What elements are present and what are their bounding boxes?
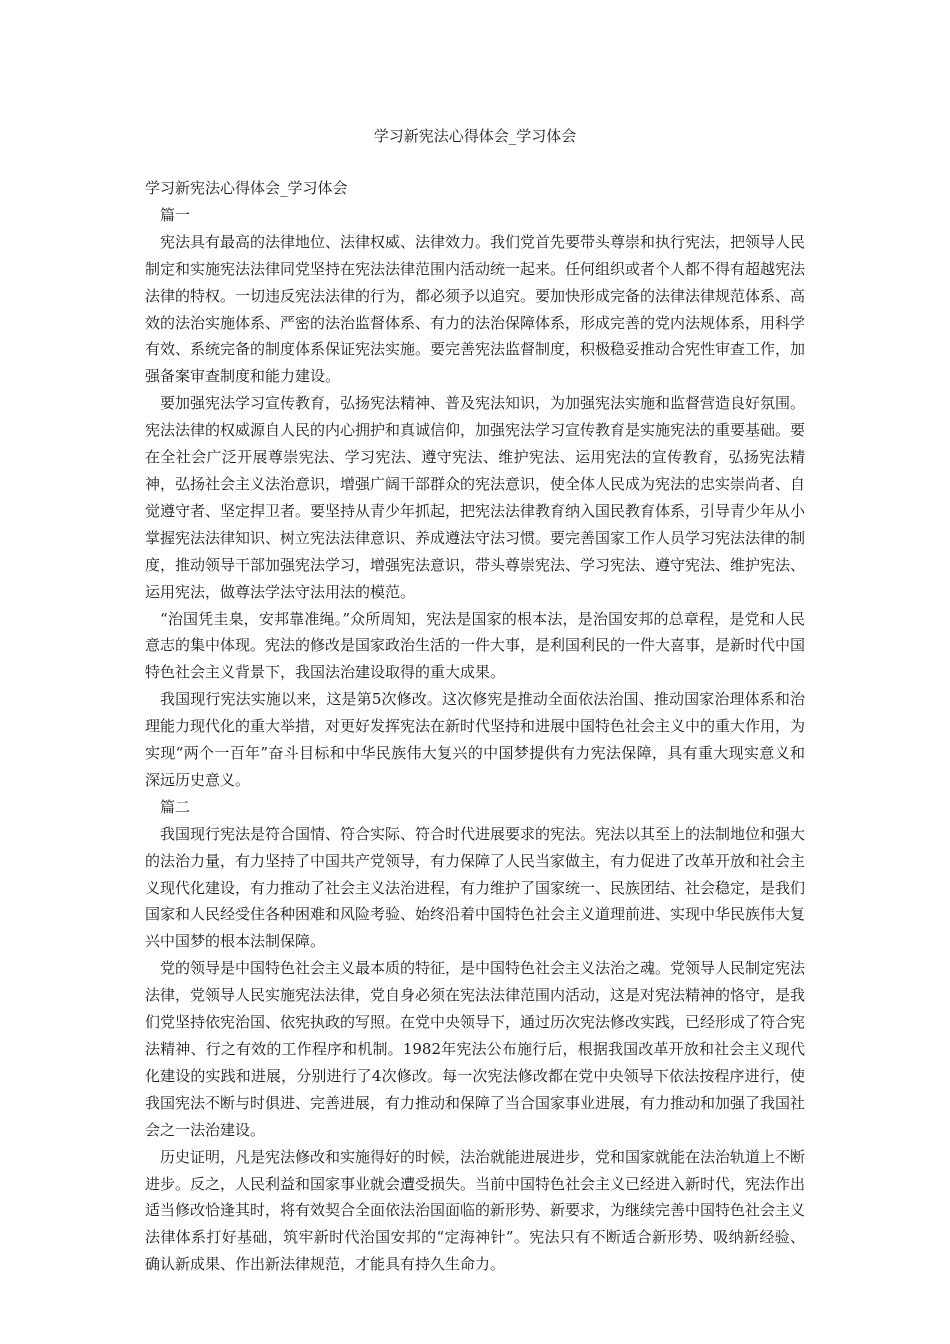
paragraph: 我国现行宪法实施以来，这是第5次修改。这次修宪是推动全面依法治国、推动国家治理体系和治理能力现代化的重大举措，对更好发挥宪法在新时代坚持和进展中国特色社会主义中的重大作用，为实现“两个一百年”奋斗目标和中华民族伟大复兴的中国梦提供有力宪法保障，具有重大现实意义和深远历史意义。 [145, 690, 806, 789]
paragraph: 历史证明，凡是宪法修改和实施得好的时候，法治就能进展进步，党和国家就能在法治轨道上不断进步。反之，人民利益和国家事业就会遭受损失。当前中国特色社会主义已经进入新时代，宪法作出适当修改恰逢其时，将有效契合全面依法治国面临的新形势、新要求，为继续完善中国特色社会主义法律体系打好基础，筑牢新时代治国安邦的“定海神针”。宪法只有不断适合新形势、吸纳新经验、确认新成果、作出新法律规范，才能具有持久生命力。 [145, 1147, 806, 1274]
paragraph: 党的领导是中国特色社会主义最本质的特征，是中国特色社会主义法治之魂。党领导人民制定宪法法律，党领导人民实施宪法法律，党自身必须在宪法法律范围内活动，这是对宪法精神的恪守，是我们党坚持依宪治国、依宪执政的写照。在党中央领导下，通过历次宪法修改实践，已经形成了符合宪法精神、行之有效的工作程序和机制。1982年宪法公布施行后，根据我国改革开放和社会主义现代化建设的实践和进展，分别进行了4次修改。每一次宪法修改都在党中央领导下依法按程序进行，使我国宪法不断与时俱进、完善进展，有力推动和保障了当合国家事业进展，有力推动和加强了我国社会之一法治建设。 [145, 959, 806, 1139]
document-subtitle: 学习新宪法心得体会_学习体会 [145, 179, 348, 197]
section-heading-2: 篇二 [160, 797, 191, 816]
document-body [145, 175, 805, 1278]
paragraph: 要加强宪法学习宣传教育，弘扬宪法精神、普及宪法知识，为加强宪法实施和监督营造良好氛围。宪法法律的权威源自人民的内心拥护和真诚信仰，加强宪法学习宣传教育是实施宪法的重要基础。要在全社会广泛开展尊崇宪法、学习宪法、遵守宪法、维护宪法、运用宪法的宣传教育，弘扬宪法精神，弘扬社会主义法治意识，增强广阔干部群众的宪法意识，使全体人民成为宪法的忠实崇尚者、自觉遵守者、坚定捍卫者。要坚持从青少年抓起，把宪法法律教育纳入国民教育体系，引导青少年从小掌握宪法法律知识、树立宪法法律意识、养成遵法守法习惯。要完善国家工作人员学习宪法法律的制度，推动领导干部加强宪法学习，增强宪法意识，带头尊崇宪法、学习宪法、遵守宪法、维护宪法、运用宪法，做尊法学法守法用法的模范。 [145, 394, 806, 601]
document-title: 学习新宪法心得体会_学习体会 [373, 127, 577, 145]
section-heading-1: 篇一 [160, 205, 191, 224]
paragraph: 我国现行宪法是符合国情、符合实际、符合时代进展要求的宪法。宪法以其至上的法制地位和强大的法治力量，有力坚持了中国共产党领导，有力保障了人民当家做主，有力促进了改革开放和社会主义现代化建设，有力推动了社会主义法治进程，有力维护了国家统一、民族团结、社会稳定，是我们国家和人民经受住各种困难和风险考验、始终沿着中国特色社会主义道理前进、实现中华民族伟大复兴中国梦的根本法制保障。 [145, 824, 806, 951]
paragraph: “治国凭圭臬，安邦靠准绳。”众所周知，宪法是国家的根本法，是治国安邦的总章程，是党和人民意志的集中体现。宪法的修改是国家政治生活的一件大事，是利国利民的一件大喜事，是新时代中国特色社会主义背景下，我国法治建设取得的重大成果。 [145, 609, 806, 682]
paragraph: 宪法具有最高的法律地位、法律权威、法律效力。我们党首先要带头尊崇和执行宪法，把领导人民制定和实施宪法法律同党坚持在宪法法律范围内活动统一起来。任何组织或者个人都不得有超越宪法法律的特权。一切违反宪法法律的行为，都必须予以追究。要加快形成完备的法律法律规范体系、高效的法治实施体系、严密的法治监督体系、有力的法治保障体系，形成完善的党内法规体系，用科学有效、系统完备的制度体系保证宪法实施。要完善宪法监督制度，积极稳妥推动合宪性审查工作，加强备案审查制度和能力建设。 [145, 232, 806, 386]
